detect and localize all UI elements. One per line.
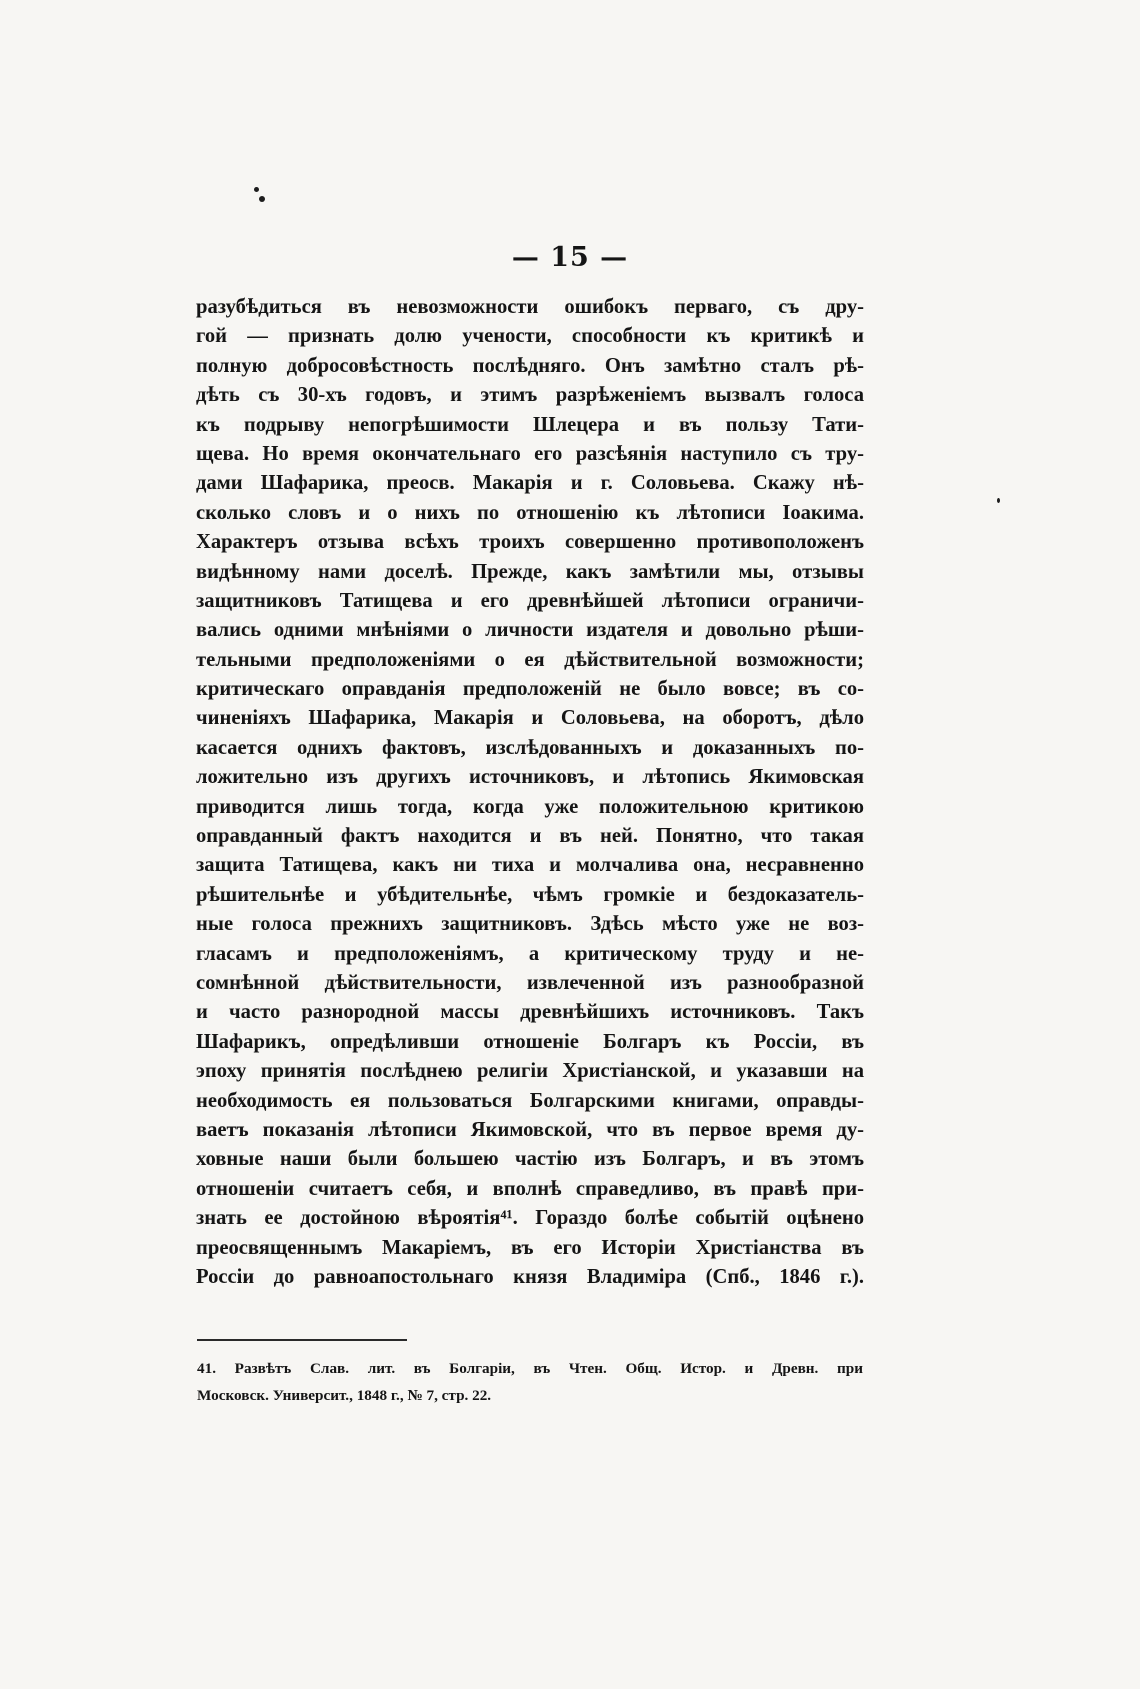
text-line: Характеръ отзыва всѣхъ троихъ совершенно противоположенъ <box>196 531 864 554</box>
text-line: преосвященнымъ Макаріемъ, въ его Исторіи Христіанства въ <box>196 1236 864 1259</box>
text-line: знать ее достойною вѣроятія⁴¹. Гораздо болѣе событій оцѣнено <box>196 1207 864 1230</box>
text-line: оправданный фактъ находится и въ ней. Понятно, что такая <box>196 825 864 848</box>
ink-speck <box>254 187 259 192</box>
text-line: эпоху принятія послѣднею религіи Христіанской, и указавши на <box>196 1060 864 1083</box>
text-line: полную добросовѣстность послѣдняго. Онъ замѣтно сталъ рѣ- <box>196 354 864 377</box>
text-line: отношеніи считаетъ себя, и вполнѣ справедливо, въ правѣ при- <box>196 1177 864 1200</box>
text-line: приводится лишь тогда, когда уже положительною критикою <box>196 795 864 818</box>
text-line: ложительно изъ другихъ источниковъ, и лѣтопись Якимовская <box>196 766 864 789</box>
ink-speck <box>997 498 1000 503</box>
text-line: рѣшительнѣе и убѣдительнѣе, чѣмъ громкіе и бездоказатель- <box>196 883 864 906</box>
text-line: видѣнному нами доселѣ. Прежде, какъ замѣтили мы, отзывы <box>196 560 864 583</box>
page-number: — 15 — <box>511 242 629 273</box>
ink-speck <box>259 196 265 202</box>
footnote-line: 41. Развѣтъ Слав. лит. въ Болгаріи, въ Чтен. Общ. Истор. и Древн. при <box>197 1360 863 1377</box>
text-line: необходимость ея пользоваться Болгарскими книгами, оправды- <box>196 1089 864 1112</box>
text-line: ные голоса прежнихъ защитниковъ. Здѣсь мѣсто уже не воз- <box>196 913 864 936</box>
text-line: дѣть съ 30-хъ годовъ, и этимъ разрѣженіемъ вызвалъ голоса <box>196 384 864 407</box>
text-line: сколько словъ и о нихъ по отношенію къ лѣтописи Іоакима. <box>196 501 864 524</box>
text-line: разубѣдиться въ невозможности ошибокъ перваго, съ дру- <box>196 296 864 318</box>
text-line: къ подрыву непогрѣшимости Шлецера и въ пользу Тати- <box>196 413 864 436</box>
text-line: чиненіяхъ Шафарика, Макарія и Соловьева, на оборотъ, дѣло <box>196 707 864 730</box>
text-line: ваетъ показанія лѣтописи Якимовской, что въ первое время ду- <box>196 1118 864 1141</box>
text-line: щева. Но время окончательнаго его разсѣянія наступило съ тру- <box>196 442 864 465</box>
text-line: гласамъ и предположеніямъ, а критическому труду и не- <box>196 942 864 965</box>
footnote-divider <box>197 1339 407 1341</box>
text-line: тельными предположеніями о ея дѣйствительной возможности; <box>196 648 864 671</box>
text-line: дами Шафарика, преосв. Макарія и г. Соловьева. Скажу нѣ- <box>196 472 864 495</box>
text-line: защита Татищева, какъ ни тиха и молчалива она, несравненно <box>196 854 864 877</box>
footnote <box>197 1355 863 1409</box>
text-line: вались одними мнѣніями о личности издателя и довольно рѣши- <box>196 619 864 642</box>
text-line: касается однихъ фактовъ, изслѣдованныхъ и доказанныхъ по- <box>196 736 864 759</box>
text-line: ховные наши были большею частію изъ Болгаръ, и въ этомъ <box>196 1148 864 1171</box>
text-line: гой — признать долю учености, способности къ критикѣ и <box>196 325 864 348</box>
text-line: защитниковъ Татищева и его древнѣйшей лѣтописи ограничи- <box>196 589 864 612</box>
text-line: и часто разнородной массы древнѣйшихъ источниковъ. Такъ <box>196 1001 864 1024</box>
footnote-line: Московск. Университ., 1848 г., № 7, стр. 22. <box>197 1387 492 1404</box>
body-text <box>196 293 864 1292</box>
text-line: Шафарикъ, опредѣливши отношеніе Болгаръ къ Россіи, въ <box>196 1030 864 1053</box>
text-line: Россіи до равноапостольнаго князя Владиміра (Спб., 1846 г.). <box>196 1265 864 1288</box>
text-line: сомнѣнной дѣйствительности, извлеченной изъ разнообразной <box>196 971 864 994</box>
text-line: критическаго оправданія предположеній не было вовсе; въ со- <box>196 678 864 701</box>
